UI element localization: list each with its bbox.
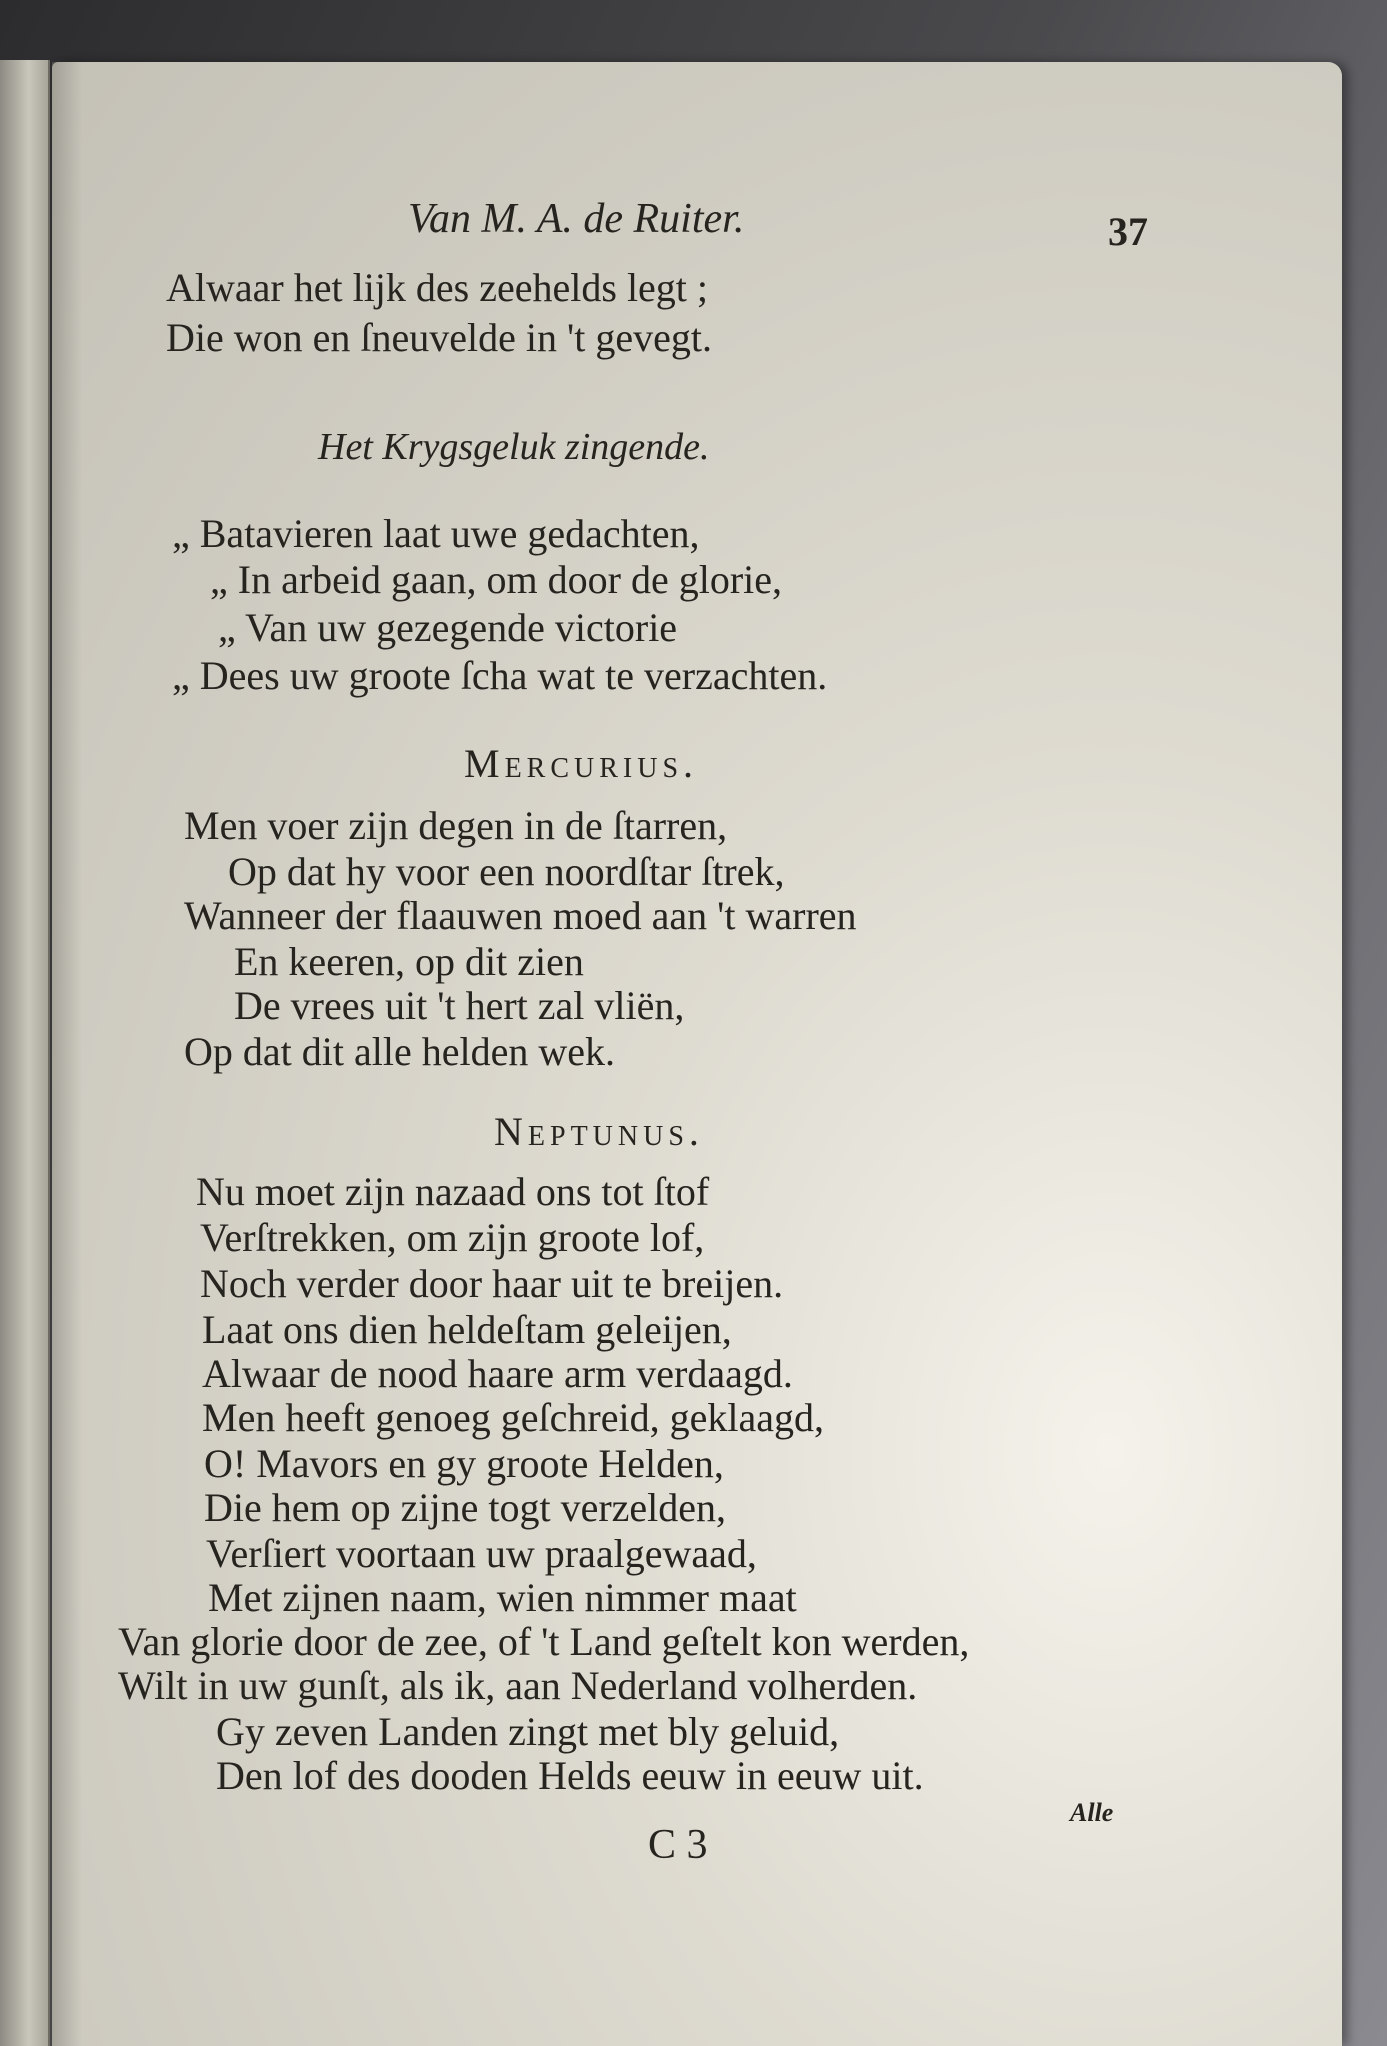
verse-line: En keeren, op dit zien xyxy=(234,939,584,984)
verse-line: „ Van uw gezegende victorie xyxy=(218,605,678,650)
verse-line: O! Mavors en gy groote Helden, xyxy=(204,1441,724,1486)
verse-line: Van glorie door de zee, of 't Land geſtelt kon werden, xyxy=(118,1619,970,1664)
page-fold-shadow xyxy=(52,62,82,2046)
verse-line: Nu moet zijn nazaad ons tot ſtof xyxy=(196,1169,710,1214)
verse-line: Men heeft genoeg geſchreid, geklaagd, xyxy=(202,1395,824,1440)
verse-line: Noch verder door haar uit te breijen. xyxy=(200,1261,784,1306)
verse-line: Laat ons dien heldeſtam geleijen, xyxy=(202,1307,732,1352)
running-head-title: Van M. A. de Ruiter. xyxy=(408,196,745,242)
verse-line: Verſtrekken, om zijn groote lof, xyxy=(200,1215,705,1260)
verse-line: Die won en ſneuvelde in 't gevegt. xyxy=(166,315,712,360)
verse-line: Op dat dit alle helden wek. xyxy=(184,1029,615,1074)
section-heading-neptunus: Neptunus. xyxy=(494,1109,704,1154)
section-heading-krygsgeluk: Het Krygsgeluk zingende. xyxy=(318,426,710,468)
verse-line: Gy zeven Landen zingt met bly geluid, xyxy=(216,1709,840,1754)
verse-line: Alwaar de nood haare arm verdaagd. xyxy=(202,1351,793,1396)
page-number: 37 xyxy=(1108,209,1148,254)
verse-line: Die hem op zijne togt verzelden, xyxy=(204,1485,727,1530)
verse-line: Wanneer der flaauwen moed aan 't warren xyxy=(184,893,857,938)
signature-mark: C 3 xyxy=(648,1822,708,1868)
verse-line: Men voer zijn degen in de ſtarren, xyxy=(184,803,728,848)
verse-line: De vrees uit 't hert zal vliën, xyxy=(234,983,685,1028)
verse-line: Op dat hy voor een noordſtar ſtrek, xyxy=(228,849,785,894)
verse-line: Met zijnen naam, wien nimmer maat xyxy=(208,1575,797,1620)
verse-line: „ Dees uw groote ſcha wat te verzachten. xyxy=(172,653,828,698)
verse-line: Verſiert voortaan uw praalgewaad, xyxy=(206,1531,757,1576)
verse-line: „ Batavieren laat uwe gedachten, xyxy=(172,511,700,556)
catchword: Alle xyxy=(1070,1798,1114,1827)
verse-line: Wilt in uw gunſt, als ik, aan Nederland volherden. xyxy=(118,1663,918,1708)
section-heading-mercurius: Mercurius. xyxy=(464,741,699,786)
verse-line: Den lof des dooden Helds eeuw in eeuw uit. xyxy=(216,1753,924,1798)
verse-line: „ In arbeid gaan, om door de glorie, xyxy=(210,557,783,602)
verse-line: Alwaar het lijk des zeehelds legt ; xyxy=(166,265,709,310)
left-page-edge xyxy=(0,60,50,2046)
